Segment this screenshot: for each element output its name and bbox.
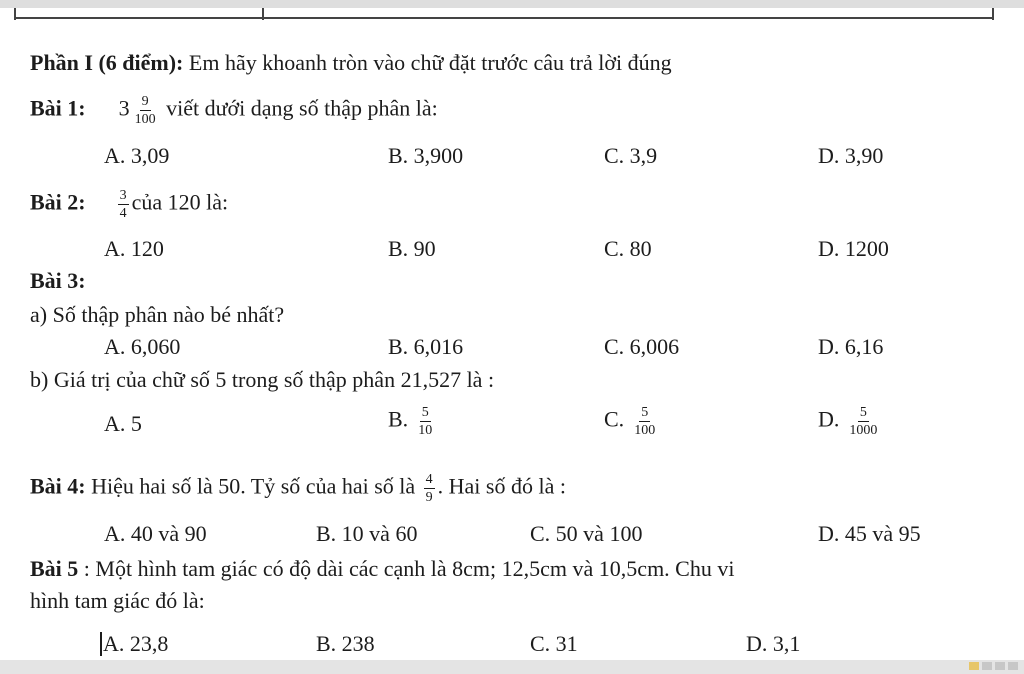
q3b-option-b[interactable]: B. $\frac{5}{10}$	[388, 405, 433, 438]
q2-option-a[interactable]: A. 120	[104, 236, 164, 261]
part-heading: Phần I (6 điểm):	[30, 50, 184, 75]
q3a-text: a) Số thập phân nào bé nhất?	[30, 302, 285, 327]
q1-option-d[interactable]: D. 3,90	[818, 143, 884, 168]
q3b-option-d[interactable]: D. $\frac{5}{1000}$	[818, 405, 878, 438]
view-icon[interactable]	[1008, 662, 1018, 670]
q4-label: Bài 4:	[30, 473, 86, 499]
q5-line-1	[30, 556, 734, 582]
q5-text-2: hình tam giác đó là:	[30, 588, 205, 613]
q4-option-c[interactable]: C. 50 và 100	[530, 521, 643, 546]
q4-line	[30, 472, 566, 505]
ruler-left-tick[interactable]	[14, 8, 16, 20]
q2-option-b[interactable]: B. 90	[388, 236, 436, 261]
window-top-strip	[0, 0, 1024, 8]
q2-line	[30, 188, 228, 221]
q3b-option-c[interactable]: C. $\frac{5}{100}$	[604, 405, 656, 438]
q1-line	[30, 94, 438, 127]
q3a-option-a[interactable]: A. 6,060	[104, 334, 181, 359]
q1-label: Bài 1:	[30, 95, 86, 121]
q4-fraction: $\frac{4}{9}$	[425, 472, 433, 505]
q1-option-b[interactable]: B. 3,900	[388, 143, 464, 168]
q5-label: Bài 5	[30, 556, 79, 581]
q5-text-1: : Một hình tam giác có độ dài các cạnh là 8cm; 12,5cm và 10,5cm. Chu vi	[83, 556, 735, 581]
text-cursor	[100, 632, 102, 656]
q3a-option-d[interactable]: D. 6,16	[818, 334, 884, 359]
q2-text: của 120 là:	[131, 189, 229, 215]
q1-option-c[interactable]: C. 3,9	[604, 143, 658, 168]
q3b-option-a[interactable]: A. 5	[104, 411, 142, 436]
q3-label: Bài 3:	[30, 268, 86, 293]
part-instruction: Em hãy khoanh tròn vào chữ đặt trước câu trả lời đúng	[188, 50, 672, 75]
status-bar	[0, 660, 1024, 674]
q1-fraction: $\frac{9}{100}$	[134, 94, 156, 127]
view-icon[interactable]	[982, 662, 992, 670]
ruler-line	[14, 17, 994, 19]
q2-fraction: $\frac{3}{4}$	[119, 188, 127, 221]
q1-text: viết dưới dạng số thập phân là:	[166, 95, 438, 121]
q5-option-c[interactable]: C. 31	[530, 631, 578, 656]
q4-option-a[interactable]: A. 40 và 90	[104, 521, 207, 546]
q5-option-d[interactable]: D. 3,1	[746, 631, 801, 656]
q4-option-d[interactable]: D. 45 và 95	[818, 521, 921, 546]
q5-option-a[interactable]: A. 23,8	[100, 631, 168, 657]
folder-icon[interactable]	[969, 662, 979, 670]
q4-text-after: . Hai số đó là :	[437, 473, 566, 499]
part-heading-line	[30, 50, 672, 76]
status-bar-icons	[969, 662, 1018, 670]
q4-text-before: Hiệu hai số là 50. Tỷ số của hai số là	[91, 473, 416, 499]
q1-mixed-whole: 3	[118, 95, 130, 121]
ruler-column-tick[interactable]	[262, 8, 264, 20]
q3a-option-c[interactable]: C. 6,006	[604, 334, 680, 359]
q5-option-b[interactable]: B. 238	[316, 631, 375, 656]
q2-label: Bài 2:	[30, 189, 86, 215]
view-icon[interactable]	[995, 662, 1005, 670]
q2-option-d[interactable]: D. 1200	[818, 236, 889, 261]
q1-option-a[interactable]: A. 3,09	[104, 143, 170, 168]
q3a-option-b[interactable]: B. 6,016	[388, 334, 464, 359]
q4-option-b[interactable]: B. 10 và 60	[316, 521, 418, 546]
q2-option-c[interactable]: C. 80	[604, 236, 652, 261]
ruler-right-tick[interactable]	[992, 8, 994, 20]
q3b-text: b) Giá trị của chữ số 5 trong số thập phân 21,527 là :	[30, 367, 495, 392]
